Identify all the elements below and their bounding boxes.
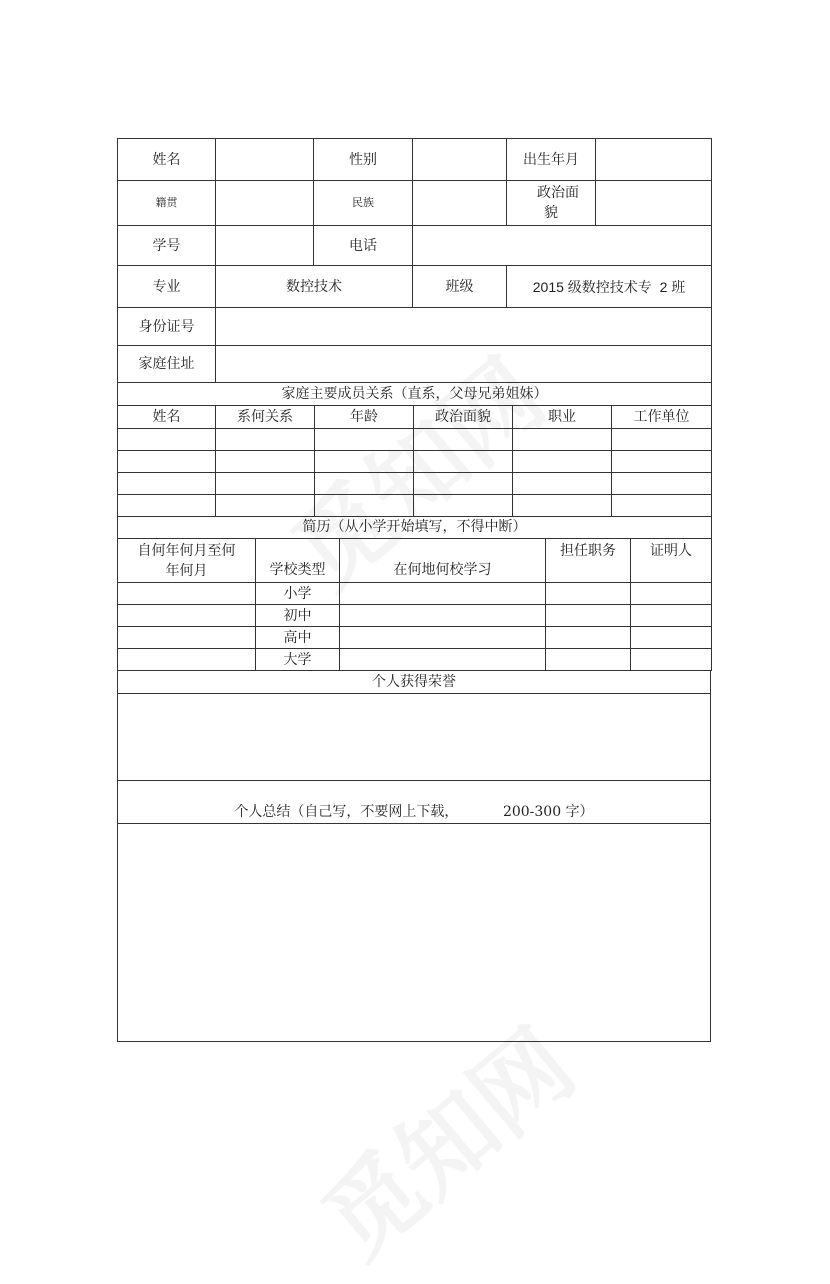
family-header-politics: 政治面貌 <box>414 405 513 428</box>
period-header-line1: 自何年何月至何 <box>137 542 236 559</box>
address-label: 家庭住址 <box>118 346 216 383</box>
family-cell[interactable] <box>118 450 216 472</box>
native-place-label: 籍贯 <box>118 181 216 226</box>
summary-title: 个人总结（自己写，不要网上下载， 200-300 字） <box>118 780 711 823</box>
honors-title: 个人获得荣誉 <box>118 671 711 693</box>
position-header: 担任职务 <box>546 539 631 583</box>
resume-cell[interactable] <box>340 649 546 671</box>
ethnicity-label: 民族 <box>314 181 413 226</box>
period-header-line2: 年何月 <box>165 562 208 579</box>
phone-field[interactable] <box>413 226 712 266</box>
level-university: 大学 <box>256 649 340 671</box>
id-card-field[interactable] <box>216 308 712 346</box>
resume-cell[interactable] <box>118 627 256 649</box>
address-field[interactable] <box>216 346 712 383</box>
school-type-header: 学校类型 <box>256 539 340 583</box>
student-id-field[interactable] <box>216 226 314 266</box>
resume-cell[interactable] <box>546 649 631 671</box>
native-place-field[interactable] <box>216 181 314 226</box>
major-label: 专业 <box>118 266 216 308</box>
family-cell[interactable] <box>118 472 216 494</box>
family-cell[interactable] <box>513 472 612 494</box>
class-value[interactable]: 2015 级数控技术专 2 班 <box>507 266 712 308</box>
resume-cell[interactable] <box>118 583 256 605</box>
resume-cell[interactable] <box>118 649 256 671</box>
ethnicity-field[interactable] <box>413 181 507 226</box>
where-header: 在何地何校学习 <box>340 539 546 583</box>
family-cell[interactable] <box>315 428 414 450</box>
resume-cell[interactable] <box>340 627 546 649</box>
family-cell[interactable] <box>612 494 712 516</box>
major-value[interactable]: 数控技术 <box>216 266 413 308</box>
family-cell[interactable] <box>216 450 315 472</box>
resume-cell[interactable] <box>118 605 256 627</box>
gender-field[interactable] <box>413 139 507 181</box>
family-header-occupation: 职业 <box>513 405 612 428</box>
family-cell[interactable] <box>118 428 216 450</box>
honors-field[interactable] <box>118 693 711 780</box>
politics-label <box>507 181 596 226</box>
level-middle: 初中 <box>256 605 340 627</box>
name-label: 姓名 <box>118 139 216 181</box>
period-header <box>118 539 256 583</box>
resume-row <box>118 583 712 605</box>
family-cell[interactable] <box>216 494 315 516</box>
family-header-name: 姓名 <box>118 405 216 428</box>
registration-form <box>117 138 711 1042</box>
resume-row <box>118 627 712 649</box>
resume-cell[interactable] <box>631 583 712 605</box>
basic-info-table <box>117 138 712 383</box>
resume-row <box>118 605 712 627</box>
family-cell[interactable] <box>315 450 414 472</box>
resume-cell[interactable] <box>546 605 631 627</box>
family-row <box>118 494 712 516</box>
resume-cell[interactable] <box>546 627 631 649</box>
name-field[interactable] <box>216 139 314 181</box>
resume-cell[interactable] <box>340 605 546 627</box>
class-label: 班级 <box>413 266 507 308</box>
student-id-label: 学号 <box>118 226 216 266</box>
level-high: 高中 <box>256 627 340 649</box>
level-primary: 小学 <box>256 583 340 605</box>
family-cell[interactable] <box>612 428 712 450</box>
witness-header: 证明人 <box>631 539 712 583</box>
resume-cell[interactable] <box>631 627 712 649</box>
politics-field[interactable] <box>596 181 712 226</box>
family-cell[interactable] <box>612 450 712 472</box>
family-cell[interactable] <box>513 450 612 472</box>
family-cell[interactable] <box>414 494 513 516</box>
resume-cell[interactable] <box>631 649 712 671</box>
family-cell[interactable] <box>414 450 513 472</box>
family-cell[interactable] <box>513 428 612 450</box>
resume-cell[interactable] <box>340 583 546 605</box>
family-cell[interactable] <box>513 494 612 516</box>
family-header-workplace: 工作单位 <box>612 405 712 428</box>
summary-field[interactable] <box>118 823 711 1041</box>
politics-label-line1: 政治面 <box>537 185 579 201</box>
resume-table <box>117 517 712 672</box>
family-header-age: 年龄 <box>315 405 414 428</box>
family-cell[interactable] <box>414 428 513 450</box>
gender-label: 性别 <box>314 139 413 181</box>
phone-label: 电话 <box>314 226 413 266</box>
resume-cell[interactable] <box>546 583 631 605</box>
family-row <box>118 472 712 494</box>
family-cell[interactable] <box>216 472 315 494</box>
family-cell[interactable] <box>414 472 513 494</box>
family-cell[interactable] <box>315 494 414 516</box>
family-title: 家庭主要成员关系（直系，父母兄弟姐妹） <box>118 383 712 405</box>
family-row <box>118 428 712 450</box>
family-cell[interactable] <box>612 472 712 494</box>
politics-label-line2: 貌 <box>544 205 558 221</box>
family-cell[interactable] <box>315 472 414 494</box>
birth-label: 出生年月 <box>507 139 596 181</box>
family-cell[interactable] <box>216 428 315 450</box>
family-header-relation: 系何关系 <box>216 405 315 428</box>
family-row <box>118 450 712 472</box>
honors-summary-table <box>117 671 711 1042</box>
birth-field[interactable] <box>596 139 712 181</box>
resume-row <box>118 649 712 671</box>
family-table <box>117 383 712 517</box>
id-card-label: 身份证号 <box>118 308 216 346</box>
resume-title: 简历（从小学开始填写，不得中断） <box>118 517 712 539</box>
resume-cell[interactable] <box>631 605 712 627</box>
family-cell[interactable] <box>118 494 216 516</box>
